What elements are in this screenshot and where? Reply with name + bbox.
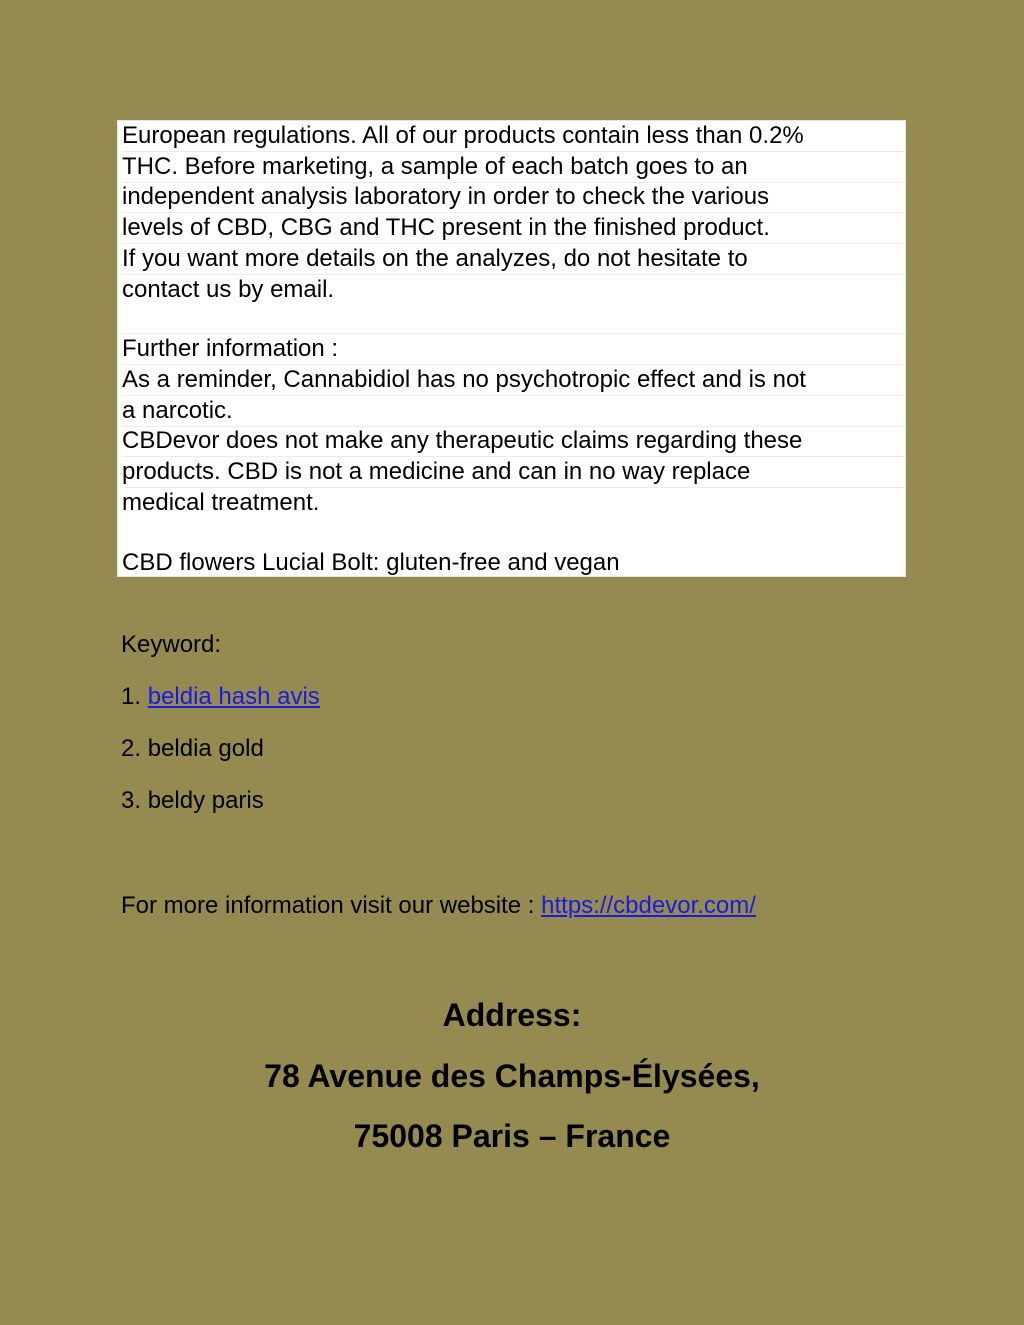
box-line: European regulations. All of our products contain less than 0.2% — [122, 121, 905, 152]
box-line: independent analysis laboratory in order to check the various — [122, 182, 905, 213]
box-line: a narcotic. — [122, 396, 905, 427]
website-prefix: For more information visit our website : — [121, 892, 542, 919]
box-line: CBDevor does not make any therapeutic claims regarding these — [122, 426, 905, 457]
keyword-number: 3. — [121, 787, 148, 814]
box-line: levels of CBD, CBG and THC present in the finished product. — [122, 213, 905, 244]
keyword-heading: Keyword: — [121, 631, 222, 658]
box-line: contact us by email. — [122, 275, 905, 334]
keyword-link-beldia-hash-avis[interactable]: beldia hash avis — [147, 683, 320, 710]
keyword-item-2 — [121, 734, 264, 764]
box-line-tagline: CBD flowers Lucial Bolt: gluten-free and vegan — [122, 549, 620, 576]
content-box — [117, 120, 906, 577]
box-line: If you want more details on the analyzes, do not hesitate to — [122, 244, 905, 275]
keyword-text: beldy paris — [147, 787, 264, 814]
keyword-item-3 — [121, 786, 264, 816]
address-street: 78 Avenue des Champs-Élysées, — [264, 1058, 760, 1094]
box-line: THC. Before marketing, a sample of each batch goes to an — [122, 152, 905, 183]
keyword-number: 2. — [121, 735, 148, 762]
keyword-item-1 — [121, 682, 320, 712]
website-line — [121, 891, 756, 921]
address-heading: Address: — [442, 997, 582, 1033]
address-city: 75008 Paris – France — [353, 1118, 671, 1154]
box-line: medical treatment. — [122, 489, 320, 516]
keyword-text: beldia gold — [147, 735, 264, 762]
box-line: As a reminder, Cannabidiol has no psychotropic effect and is not — [122, 365, 905, 396]
box-line: products. CBD is not a medicine and can in no way replace — [122, 457, 905, 488]
website-link[interactable]: https://cbdevor.com/ — [541, 892, 756, 919]
box-line-heading: Further information : — [122, 334, 905, 365]
keyword-number: 1. — [121, 683, 148, 710]
